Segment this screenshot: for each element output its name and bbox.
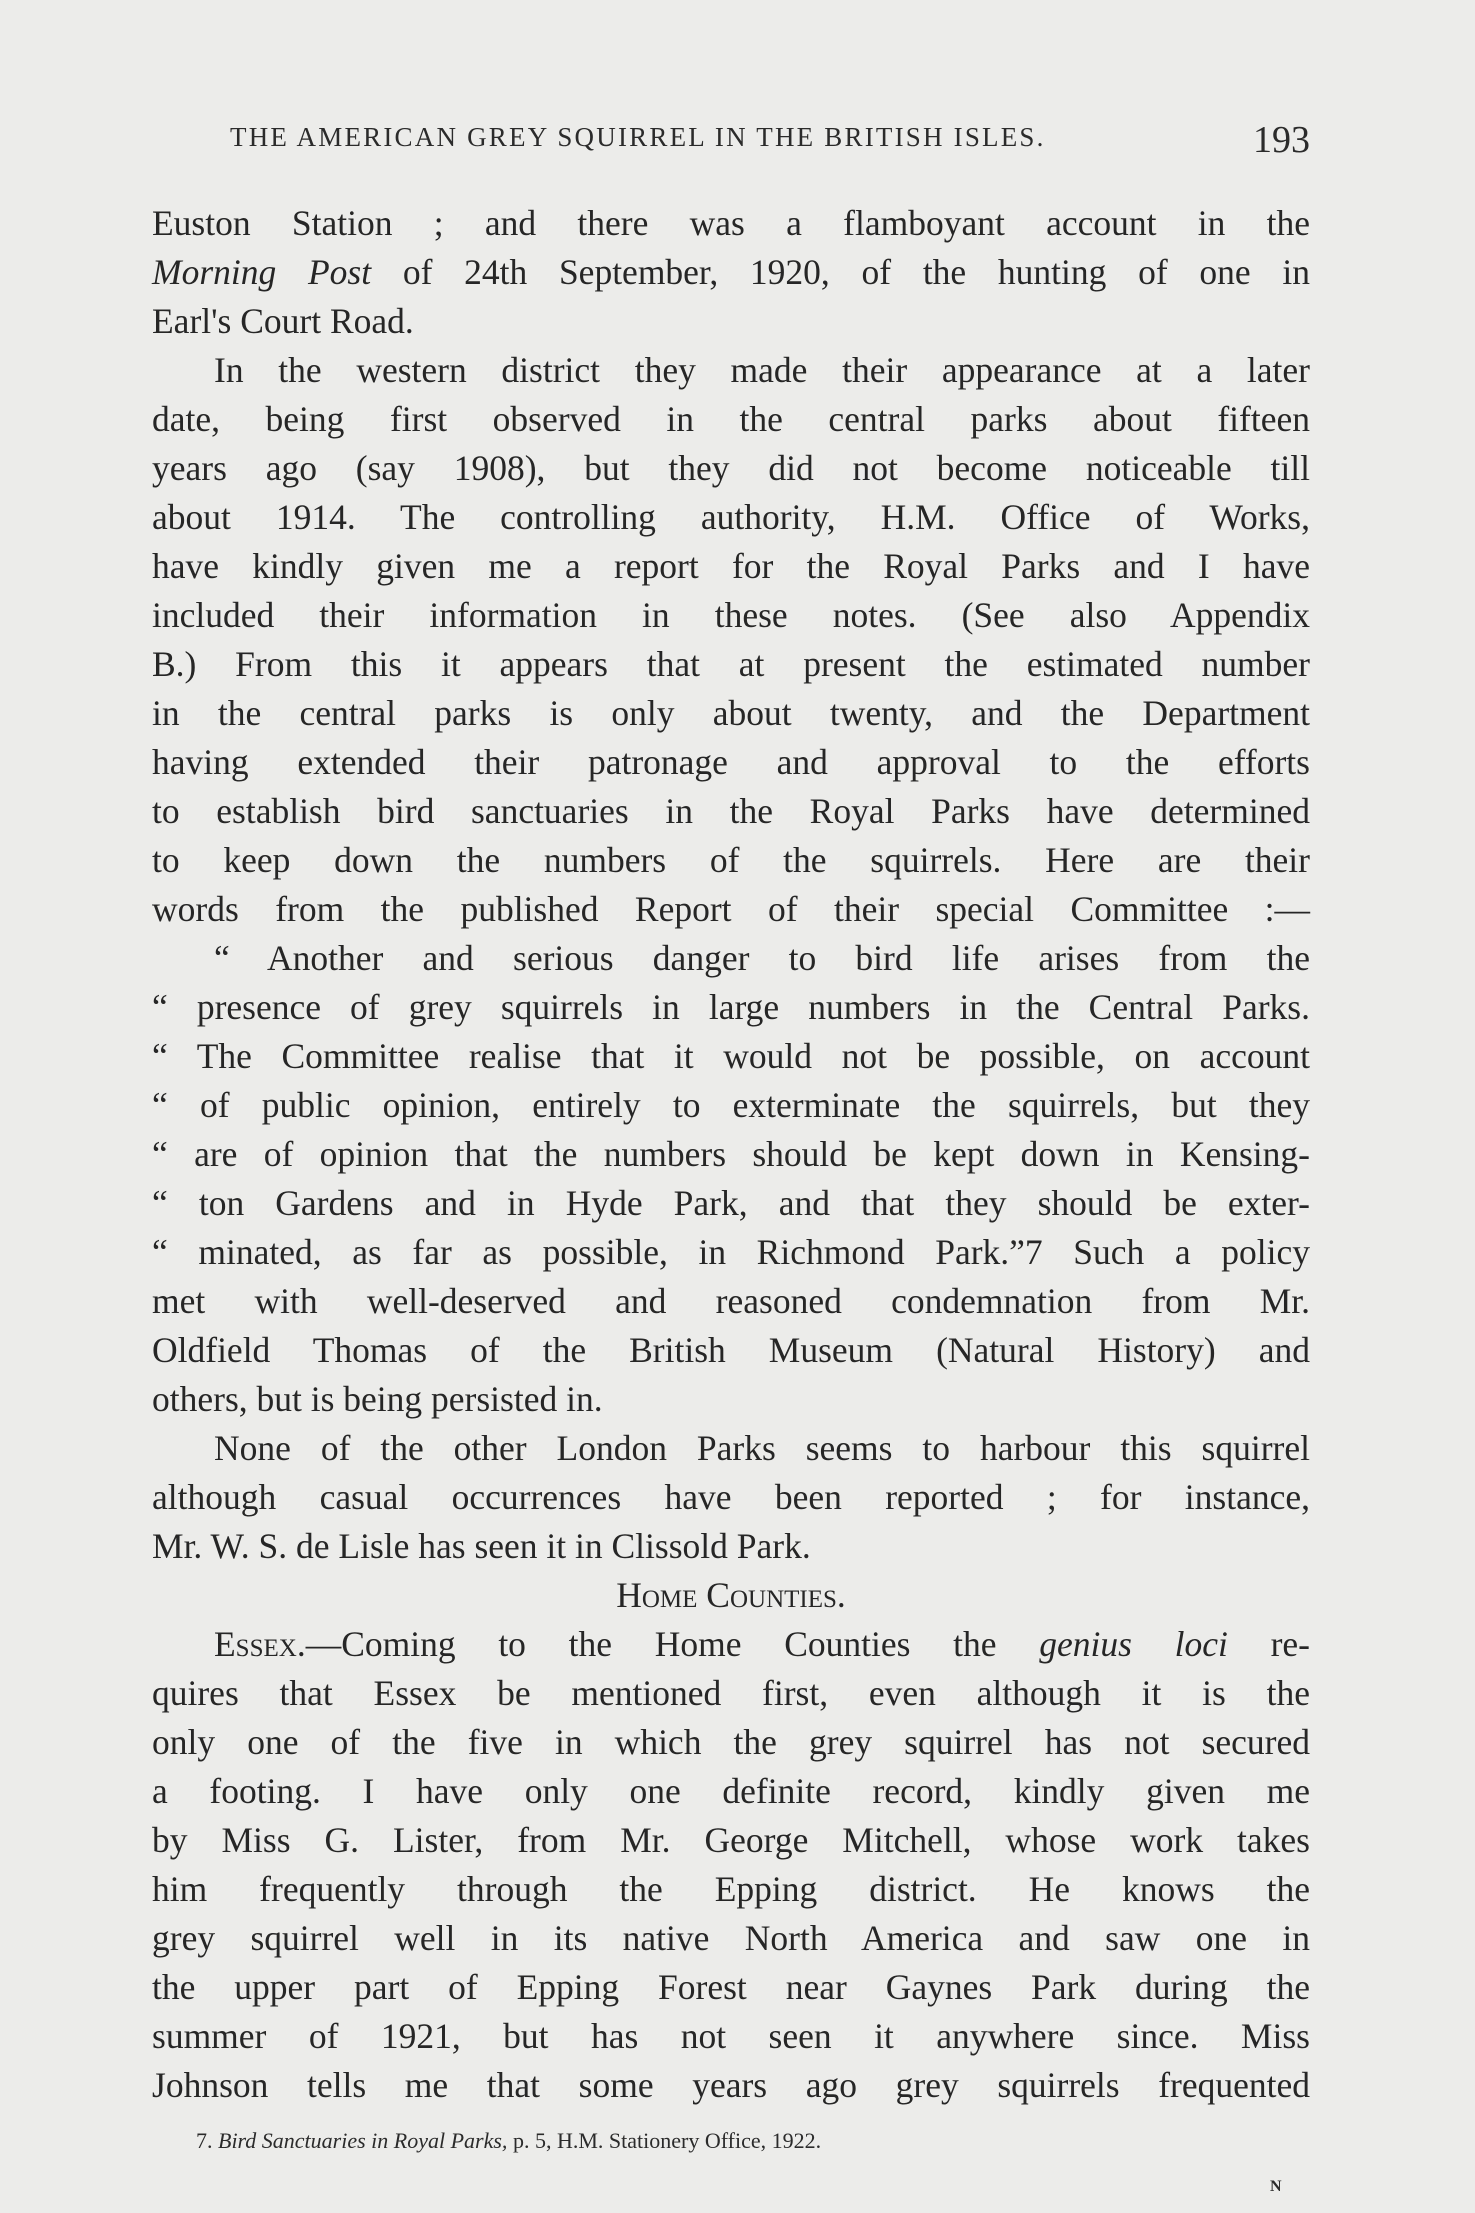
line-text: “ are of opinion that the numbers should be kept down in Kensing- [152, 1134, 1310, 1174]
text-line [152, 1865, 1310, 1914]
text-line [152, 689, 1310, 738]
line-text: “ of public opinion, entirely to exterminate the squirrels, but they [152, 1085, 1310, 1125]
text-line [152, 640, 1310, 689]
line-text: B.) From this it appears that at present the estimated number [152, 644, 1310, 684]
line-text: .—Coming to the Home Counties the [296, 1624, 1040, 1664]
line-text: to keep down the numbers of the squirrels. Here are their [152, 840, 1310, 880]
text-line [152, 738, 1310, 787]
italic-text: genius loci [1039, 1624, 1228, 1664]
text-line [152, 1914, 1310, 1963]
text-line [152, 1179, 1310, 1228]
text-line [152, 1081, 1310, 1130]
text-line [152, 199, 1310, 248]
text-line [152, 395, 1310, 444]
line-text: only one of the five in which the grey squirrel has not secured [152, 1722, 1310, 1762]
line-text: Johnson tells me that some years ago grey squirrels frequented [152, 2065, 1310, 2105]
footnote-number: 7. [196, 2128, 213, 2153]
line-text: others, but is being persisted in. [152, 1379, 603, 1419]
italic-text: Morning Post [152, 252, 372, 292]
text-line [152, 591, 1310, 640]
line-text: quires that Essex be mentioned first, even although it is the [152, 1673, 1310, 1713]
text-line [152, 2012, 1310, 2061]
text-line [152, 346, 1310, 395]
text-line [152, 444, 1310, 493]
line-text: him frequently through the Epping district. He knows the [152, 1869, 1310, 1909]
footnote [196, 2128, 821, 2154]
text-line [152, 493, 1310, 542]
small-caps-text: Essex [214, 1624, 297, 1664]
line-text: In the western district they made their appearance at a later [214, 350, 1310, 390]
line-text: “ The Committee realise that it would not be possible, on account [152, 1036, 1310, 1076]
footnote-rest: p. 5, H.M. Stationery Office, 1922. [507, 2128, 822, 2153]
body-text [152, 199, 1310, 2110]
line-text: in the central parks is only about twenty, and the Department [152, 693, 1310, 733]
line-text: summer of 1921, but has not seen it anywhere since. Miss [152, 2016, 1310, 2056]
line-text: have kindly given me a report for the Royal Parks and I have [152, 546, 1310, 586]
page-header [150, 118, 1310, 162]
text-line [152, 2061, 1310, 2110]
text-line [152, 836, 1310, 885]
line-text: included their information in these notes. (See also Appendix [152, 595, 1310, 635]
running-title: THE AMERICAN GREY SQUIRREL IN THE BRITISH ISLES. [230, 122, 1046, 152]
text-line [152, 1032, 1310, 1081]
line-text: a footing. I have only one definite record, kindly given me [152, 1771, 1310, 1811]
text-line [152, 1473, 1310, 1522]
line-text: Earl's Court Road. [152, 301, 414, 341]
line-text: “ minated, as far as possible, in Richmond Park.”7 Such a policy [152, 1232, 1310, 1272]
text-line [152, 1816, 1310, 1865]
line-text: having extended their patronage and approval to the efforts [152, 742, 1310, 782]
line-text: Euston Station ; and there was a flamboyant account in the [152, 203, 1310, 243]
line-text: although casual occurrences have been reported ; for instance, [152, 1477, 1310, 1517]
text-line [152, 1669, 1310, 1718]
footnote-title: Bird Sanctuaries in Royal Parks, [218, 2128, 508, 2153]
text-line [152, 248, 1310, 297]
text-line [152, 885, 1310, 934]
page-number: 193 [1253, 119, 1310, 161]
line-text: Oldfield Thomas of the British Museum (Natural History) and [152, 1330, 1310, 1370]
line-text: about 1914. The controlling authority, H.M. Office of Works, [152, 497, 1310, 537]
text-line [152, 1963, 1310, 2012]
line-text: “ Another and serious danger to bird life arises from the [214, 938, 1310, 978]
line-text: the upper part of Epping Forest near Gaynes Park during the [152, 1967, 1310, 2007]
line-text: None of the other London Parks seems to harbour this squirrel [214, 1428, 1310, 1468]
line-text: “ ton Gardens and in Hyde Park, and that they should be exter- [152, 1183, 1310, 1223]
line-text: Mr. W. S. de Lisle has seen it in Clissold Park. [152, 1526, 811, 1566]
text-line [152, 1620, 1310, 1669]
text-line [152, 1424, 1310, 1473]
line-text: by Miss G. Lister, from Mr. George Mitchell, whose work takes [152, 1820, 1310, 1860]
signature-mark: N [1270, 2178, 1282, 2195]
line-text: met with well-deserved and reasoned condemnation from Mr. [152, 1281, 1310, 1321]
text-line [152, 1571, 1310, 1620]
line-text: words from the published Report of their special Committee :— [152, 889, 1310, 929]
line-text: grey squirrel well in its native North America and saw one in [152, 1918, 1310, 1958]
text-line [152, 934, 1310, 983]
line-text: “ presence of grey squirrels in large numbers in the Central Parks. [152, 987, 1310, 1027]
text-line [152, 297, 1310, 346]
line-text: years ago (say 1908), but they did not become noticeable till [152, 448, 1310, 488]
line-text: date, being first observed in the central parks about fifteen [152, 399, 1310, 439]
text-line [152, 1130, 1310, 1179]
text-line [152, 787, 1310, 836]
text-line [152, 1767, 1310, 1816]
text-line [152, 1522, 1310, 1571]
text-line [152, 1718, 1310, 1767]
text-line [152, 983, 1310, 1032]
line-text: to establish bird sanctuaries in the Royal Parks have determined [152, 791, 1310, 831]
line-text: re- [1227, 1624, 1310, 1664]
line-text: of 24th September, 1920, of the hunting of one in [371, 252, 1310, 292]
text-line [152, 1228, 1310, 1277]
text-line [152, 1326, 1310, 1375]
text-line [152, 1277, 1310, 1326]
text-line [152, 1375, 1310, 1424]
text-line [152, 542, 1310, 591]
section-heading: Home Counties. [616, 1575, 846, 1615]
